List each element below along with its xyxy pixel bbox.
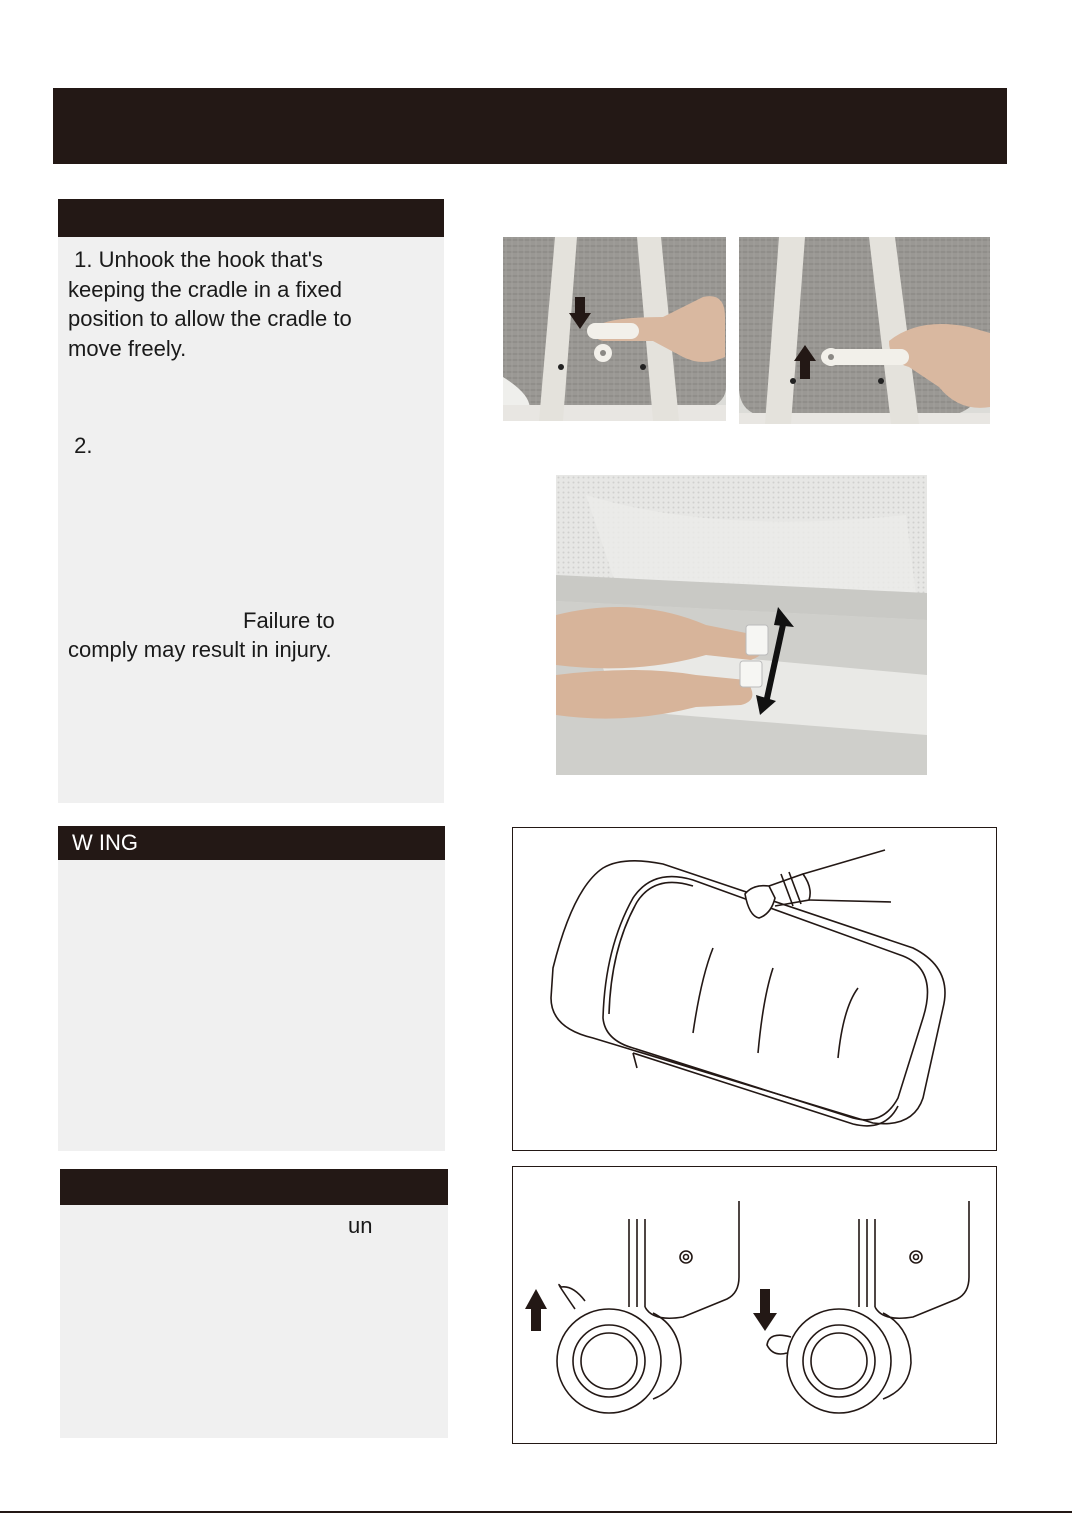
step-2-failure-text: Failure to	[243, 608, 335, 633]
mattress-zip-drawing	[512, 827, 997, 1151]
brake-panel	[60, 1169, 448, 1438]
buckle-adjust-photo	[556, 475, 927, 775]
caster-brake-drawing	[512, 1166, 997, 1444]
warning-panel-header: W ING	[58, 826, 445, 860]
step-2-number: 2.	[68, 433, 93, 458]
warning-panel	[58, 826, 445, 1151]
page-title-bar	[53, 88, 1007, 164]
arrow-up-icon	[525, 1289, 547, 1331]
arrow-down-icon	[753, 1289, 777, 1331]
brake-panel-header	[60, 1169, 448, 1205]
step-1-text: 1. Unhook the hook that's keeping the cradle in a fixed position to allow the cradle to move freely.	[68, 247, 352, 361]
instructions-panel-header	[58, 199, 444, 237]
hook-release-photo	[503, 237, 726, 421]
step-2-injury-text: comply may result in injury.	[68, 637, 332, 662]
hook-engage-photo	[739, 237, 990, 424]
brake-panel-text: un	[348, 1213, 373, 1238]
